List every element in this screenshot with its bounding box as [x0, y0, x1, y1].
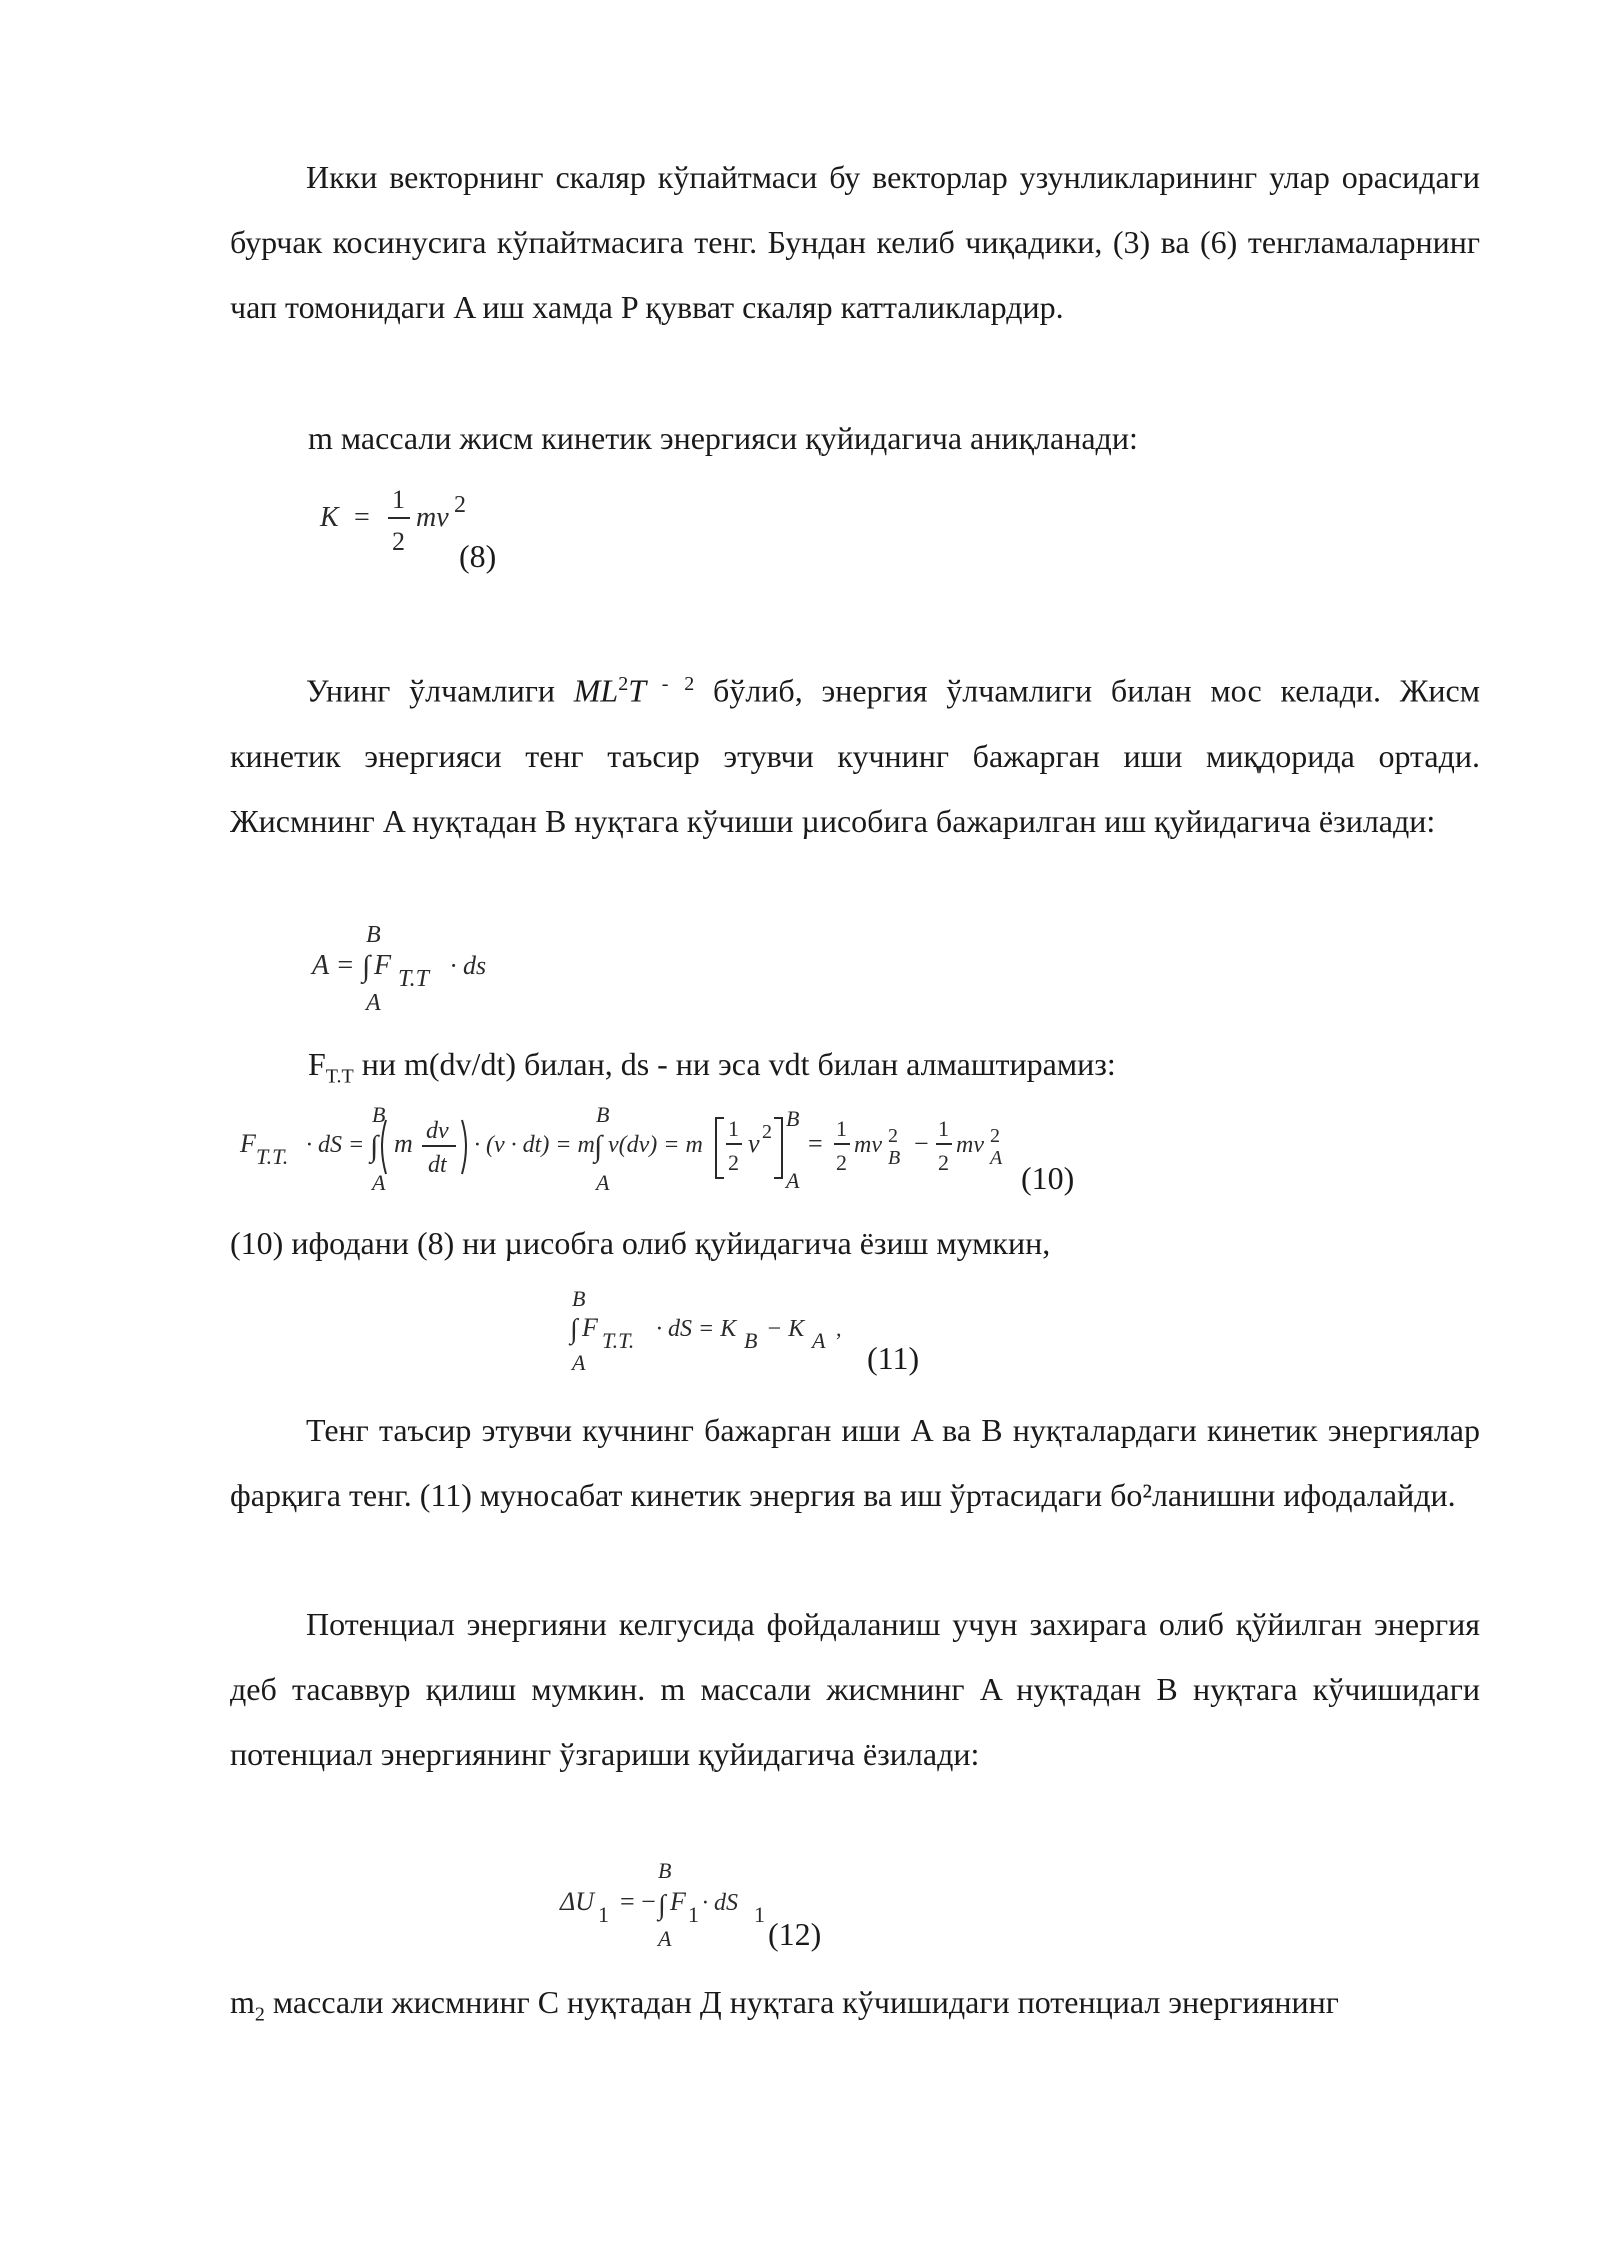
paragraph-kinetic-energy-intro: m массали жисм кинетик энергияси қуйидагича аниқланади:	[308, 420, 1138, 456]
formula-work-force: F	[374, 950, 392, 981]
f10-ds: · dS =	[306, 1132, 365, 1158]
f11-upper: B	[572, 1286, 586, 1311]
f10-mv-b-sub: B	[888, 1147, 901, 1169]
formula-work-force-sub: T.T	[398, 966, 429, 992]
second-body-m: m	[230, 1984, 255, 2020]
f10-vdt: · (v · dt) = m	[474, 1132, 595, 1158]
f10-m: m	[394, 1129, 413, 1158]
f12-upper: B	[658, 1858, 672, 1883]
paragraph-scalar-product: Икки векторнинг скаляр кўпайтмаси бу векторлар узунликларининг улар орасидаги бурчак косинусига кўпайтмасига тенг. Бундан келиб чиқадики, (3) ва (6) тенгламаларнинг чап томонидаги A иш хамда P қувват скаляр катталиклардир.	[230, 159, 1480, 325]
f10-v: v	[748, 1129, 760, 1158]
f10-integral-1: ∫	[370, 1130, 379, 1163]
f11-minus-k: − K	[766, 1316, 805, 1342]
f11-sub-b: B	[744, 1328, 758, 1353]
dimension-text-after: бўлиб, энергия ўлчамлиги билан мос келади. Жисм кинетик энергияси тенг таъсир этувчи кучнинг бажарган иши миқдорида ортади. Жисмнинг A нуқтадан B нуқтага кўчиши µисобига бажарилган иш қуйидагича ёзилади:	[230, 672, 1480, 839]
f10-equals: =	[808, 1129, 823, 1158]
formula-denominator: 2	[392, 527, 405, 556]
f11-integral: ∫	[570, 1314, 578, 1345]
dimension-ml: ML	[573, 672, 619, 709]
formula-numerator: 1	[392, 485, 405, 514]
equation-number-10: (10)	[1021, 1160, 1075, 1196]
f10-lower-1: A	[372, 1170, 386, 1195]
f10-upper-1: B	[372, 1102, 386, 1127]
f10-integral-2: ∫	[594, 1130, 603, 1163]
f10-dt: dt	[428, 1152, 447, 1178]
dimension-ml-exponent: 2	[618, 673, 629, 695]
formula-work-lower-limit: A	[366, 990, 381, 1016]
paragraph-substitution	[308, 1044, 1116, 1096]
equation-number-12: (12)	[768, 1916, 822, 1952]
formula-work-integral-sign: ∫	[362, 950, 371, 983]
f11-lower-limit: A	[572, 1350, 586, 1375]
dimension-t-exponent: - 2	[646, 673, 695, 695]
formula-work-ds: · ds	[450, 951, 487, 980]
paragraph-work-energy: Тенг таъсир этувчи кучнинг бажарган иши A ва B нуқталардаги кинетик энергиялар фарқига тенг. (11) муносабат кинетик энергия ва иш ўртасидаги бо²ланишни ифодалайди.	[230, 1412, 1480, 1513]
second-body-sub: 2	[254, 2003, 265, 2026]
formula-symbol-k: K	[320, 502, 339, 533]
f10-mv-b: mv	[854, 1132, 882, 1158]
paragraph-rewrite: (10) ифодани (8) ни µисобга олиб қуйидагича ёзиш мумкин,	[230, 1225, 1051, 1261]
f10-half3-den: 2	[938, 1150, 949, 1175]
paragraph-dimension	[230, 652, 1480, 854]
f10-mv-a: mv	[956, 1132, 984, 1158]
formula-work-integral	[312, 918, 512, 1018]
formula-work-energy-theorem	[570, 1284, 870, 1374]
f12-ds: · dS	[702, 1890, 738, 1916]
dimension-text-before: Унинг ўлчамлиги	[306, 672, 574, 709]
dimension-t: T	[628, 672, 647, 709]
formula-exponent: 2	[454, 492, 466, 518]
f10-lower-2: A	[596, 1170, 610, 1195]
f12-integral: ∫	[658, 1890, 666, 1921]
f10-v-exp: 2	[762, 1121, 772, 1143]
formula-equals: =	[354, 502, 370, 533]
formula-work-energy-derivation	[238, 1100, 1018, 1200]
f12-delta-u: ΔU	[560, 1887, 595, 1916]
paragraph-second-body	[230, 1970, 1480, 2047]
formula-work-upper-limit: B	[366, 922, 381, 948]
f10-half-den: 2	[728, 1150, 739, 1175]
f10-upper-3: B	[786, 1106, 800, 1131]
f11-sub-a: A	[812, 1328, 826, 1353]
f10-lhs-sub: T.T.	[256, 1144, 289, 1169]
f11-comma: ,	[836, 1316, 842, 1341]
f12-delta-u-sub: 1	[598, 1902, 609, 1927]
formula-work-lhs: A =	[312, 950, 355, 981]
f10-mv-a-exp: 2	[990, 1125, 1000, 1147]
f11-rhs: · dS = K	[656, 1316, 737, 1342]
f10-half2-num: 1	[836, 1116, 847, 1141]
second-body-text: массали жисмнинг C нуқтадан Д нуқтага кўчишидаги потенциал энергиянинг	[264, 1984, 1339, 2020]
paragraph-potential-energy: Потенциал энергияни келгусида фойдаланиш учун захирага олиб қўйилган энергия деб тасаввур қилиш мумкин. m массали жисмнинг A нуқтадан B нуқтага кўчишидаги потенциал энергиянинг ўзгариши қуйидагича ёзилади:	[230, 1606, 1480, 1772]
f10-half2-den: 2	[836, 1150, 847, 1175]
f10-half-num: 1	[728, 1116, 739, 1141]
substitution-text: ни m(dv/dt) билан, ds - ни эса vdt билан алмаштирамиз:	[353, 1046, 1116, 1082]
substitution-f-sub: T.T	[325, 1065, 354, 1088]
substitution-f: F	[308, 1046, 326, 1082]
f10-lower-3: A	[786, 1168, 800, 1193]
equation-number-11: (11)	[867, 1340, 920, 1376]
f12-force-sub: 1	[688, 1902, 699, 1927]
f10-mv-b-exp: 2	[888, 1125, 898, 1147]
f12-force: F	[670, 1887, 686, 1916]
f10-minus: −	[914, 1129, 929, 1158]
f11-force-sub: T.T.	[602, 1328, 635, 1353]
f10-dv: dv	[426, 1118, 449, 1144]
f10-half3-num: 1	[938, 1116, 949, 1141]
f10-upper-2: B	[596, 1102, 610, 1127]
formula-potential-energy-change	[558, 1854, 778, 1954]
f10-lhs-f: F	[240, 1129, 256, 1158]
formula-kinetic-energy	[318, 478, 468, 558]
f11-force: F	[582, 1313, 598, 1342]
formula-mv: mv	[416, 502, 449, 533]
f12-eq-minus: = −	[620, 1887, 656, 1916]
f10-vdv: v(dv) = m	[608, 1132, 703, 1158]
f10-mv-a-sub: A	[990, 1147, 1003, 1169]
f12-ds-sub: 1	[754, 1902, 765, 1927]
equation-number-8: (8)	[459, 538, 497, 574]
f12-lower: A	[658, 1926, 672, 1951]
